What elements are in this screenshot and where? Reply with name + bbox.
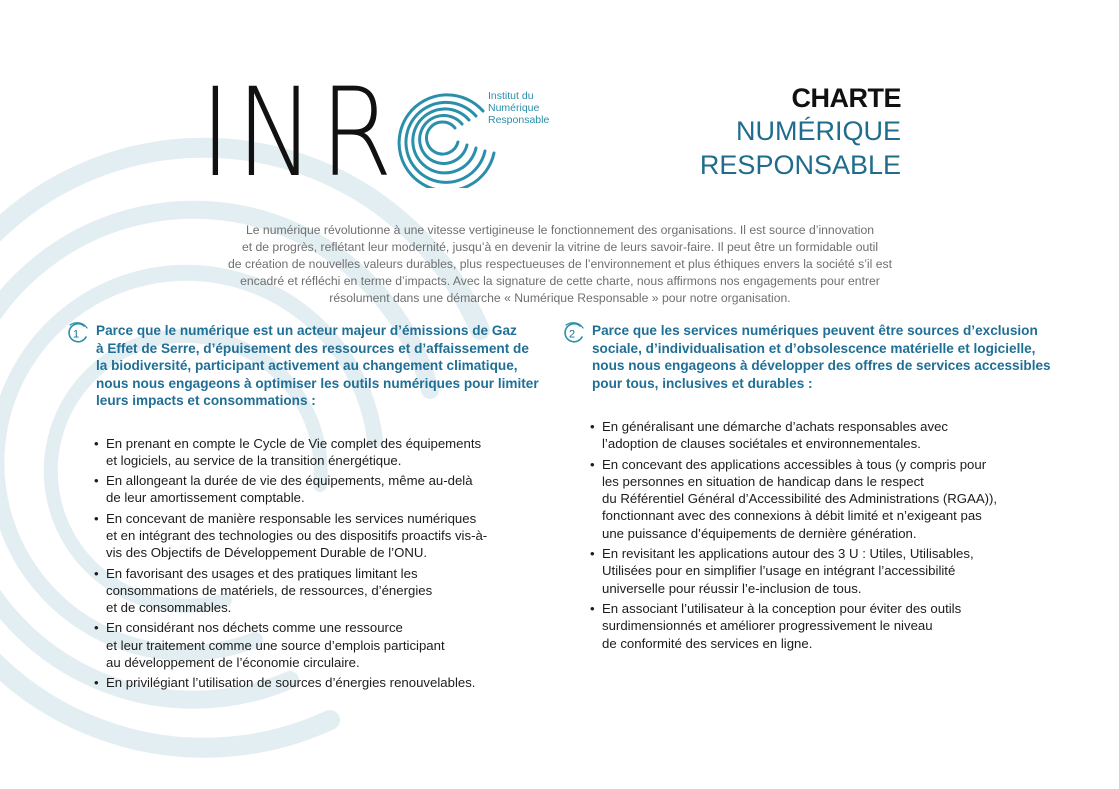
item-line: En associant l’utilisateur à la conception pour éviter des outils <box>602 600 962 616</box>
item-line: et logiciels, au service de la transition énergétique. <box>106 452 402 468</box>
commitment-list <box>590 418 1050 652</box>
list-item <box>94 565 554 617</box>
item-line: et de consommables. <box>106 600 232 616</box>
logo-subtitle-line: Institut du <box>488 90 534 102</box>
logo-letters: INR <box>200 62 398 204</box>
heading-line: nous nous engageons à développer des offres de services accessibles <box>592 358 1051 373</box>
list-item <box>590 418 1050 453</box>
heading-line: leurs impacts et consommations : <box>96 393 316 408</box>
item-line: En revisitant les applications autour des 3 U : Utiles, Utilisables, <box>602 546 974 562</box>
bullet: • <box>94 435 99 451</box>
bullet: • <box>94 675 99 691</box>
section-number: 2 <box>568 328 576 341</box>
item-line: En concevant des applications accessibles à tous (y compris pour <box>602 456 987 472</box>
list-item <box>590 600 1050 652</box>
item-line: En privilégiant l’utilisation de sources d’énergies renouvelables. <box>106 675 476 691</box>
item-line: consommations de matériels, de ressources, d’énergies <box>106 582 433 598</box>
section-heading <box>96 322 554 410</box>
heading-line: sociale, d’individualisation et d’obsolescence matérielle et logicielle, <box>592 340 1036 356</box>
logo-subtitle-line: Numérique <box>488 102 540 114</box>
item-line: de conformité des services en ligne. <box>602 635 813 651</box>
intro-line: et de progrès, reflétant leur modernité, jusqu’à en devenir la vitrine de leurs savoir-faire. Il peut être un formidable outil <box>241 240 879 254</box>
charter-title <box>700 82 901 182</box>
item-line: les personnes en situation de handicap dans le respect <box>602 473 924 489</box>
bullet: • <box>590 546 595 562</box>
section-heading <box>592 322 1050 392</box>
heading-line: nous nous engageons à optimiser les outils numériques pour limiter <box>96 375 539 391</box>
heading-line: à Effet de Serre, d’épuisement des ressources et d’affaissement de <box>96 340 529 356</box>
item-line: du Référentiel Général d’Accessibilité des Administrations (RGAA)), <box>602 491 998 507</box>
item-line: l’adoption de clauses sociétales et environnementales. <box>602 436 921 452</box>
item-line: une puissance d’équipements de dernière génération. <box>602 525 917 541</box>
item-line: En allongeant la durée de vie des équipements, même au-delà <box>106 473 473 489</box>
item-line: de leur amortissement comptable. <box>106 490 305 506</box>
item-line: et leur traitement comme une source d’emplois participant <box>106 637 445 653</box>
intro-paragraph <box>190 222 930 307</box>
bullet: • <box>94 473 99 489</box>
section-number-badge <box>64 322 90 344</box>
item-line: En considérant nos déchets comme une ressource <box>106 620 403 636</box>
title-line-3: RESPONSABLE <box>699 150 901 180</box>
commitment-section-2 <box>560 322 1050 655</box>
list-item <box>94 472 554 507</box>
list-item <box>94 619 554 671</box>
list-item <box>94 674 554 691</box>
section-number: 1 <box>72 328 80 341</box>
intro-line: de création de nouvelles valeurs durables, plus respectueuses de l’environnement et plus éthiques envers la société s’il est <box>228 257 892 271</box>
item-line: surdimensionnés et améliorer progressivement le niveau <box>602 618 933 634</box>
bullet: • <box>590 456 595 472</box>
list-item <box>590 545 1050 597</box>
item-line: En favorisant des usages et des pratiques limitant les <box>106 565 418 581</box>
intro-line: encadré et réfléchi en terme d’impacts. Avec la signature de cette charte, nous affirmons nos engagements pour entrer <box>240 274 880 288</box>
heading-line: la biodiversité, participant activement au changement climatique, <box>96 358 518 373</box>
bullet: • <box>590 419 595 434</box>
item-line: et en intégrant des technologies ou des dispositifs proactifs vis-à- <box>106 527 488 543</box>
item-line: universelle pour réussir l’e-inclusion de tous. <box>602 580 862 596</box>
bullet: • <box>94 620 99 636</box>
heading-line: Parce que le numérique est un acteur majeur d’émissions de Gaz <box>96 323 517 338</box>
item-line: vis des Objectifs de Développement Durable de l’ONU. <box>106 545 428 561</box>
list-item <box>94 510 554 562</box>
item-line: En prenant en compte le Cycle de Vie complet des équipements <box>106 435 482 451</box>
list-item <box>94 435 554 470</box>
heading-line: Parce que les services numériques peuvent être sources d’exclusion <box>592 323 1038 338</box>
logo-subtitle-line: Responsable <box>488 114 550 126</box>
item-line: En concevant de manière responsable les services numériques <box>106 510 477 526</box>
title-line-2: NUMÉRIQUE <box>735 116 901 146</box>
intro-line: résolument dans une démarche « Numérique Responsable » pour notre organisation. <box>329 291 791 305</box>
inr-logo <box>200 62 560 204</box>
logo-subtitle <box>488 90 549 126</box>
item-line: au développement de l’économie circulaire. <box>106 655 360 671</box>
item-line: fonctionnant avec des connexions à débit limité et n’exigeant pas <box>602 508 982 524</box>
bullet: • <box>590 600 595 616</box>
section-number-badge <box>560 322 586 344</box>
commitment-list <box>94 435 554 692</box>
item-line: Utilisées pour en simplifier l’usage en intégrant l’accessibilité <box>602 563 956 579</box>
bullet: • <box>94 510 99 526</box>
bullet: • <box>94 565 99 581</box>
commitment-section-1 <box>64 322 554 695</box>
item-line: En généralisant une démarche d’achats responsables avec <box>602 419 949 434</box>
intro-line: Le numérique révolutionne à une vitesse vertigineuse le fonctionnement des organisations. Il est source d’innovation <box>245 223 875 237</box>
heading-line: pour tous, inclusives et durables : <box>592 375 813 391</box>
title-line-1: CHARTE <box>791 83 901 113</box>
list-item <box>590 456 1050 542</box>
